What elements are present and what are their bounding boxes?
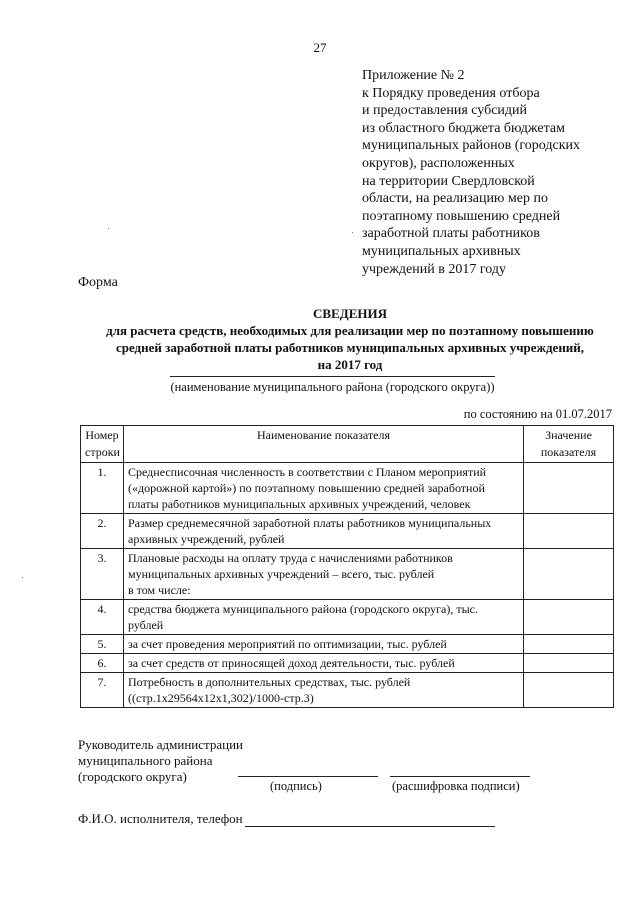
table-row bbox=[81, 673, 614, 708]
row-text: Потребность в дополнительных средствах, тыс. рублей bbox=[128, 675, 411, 689]
row-value bbox=[524, 549, 614, 600]
signature-decoding-line bbox=[390, 776, 530, 777]
row-text: в том числе: bbox=[128, 583, 191, 597]
row-value bbox=[524, 654, 614, 673]
row-text: за счет проведения мероприятий по оптимизации, тыс. рублей bbox=[128, 637, 447, 651]
row-text: Среднесписочная численность в соответствии с Планом мероприятий bbox=[128, 465, 487, 479]
row-indicator-name bbox=[124, 514, 524, 549]
scan-speck bbox=[352, 232, 353, 233]
form-label: Форма bbox=[78, 275, 118, 290]
row-value bbox=[524, 600, 614, 635]
appendix-line: к Порядку проведения отбора bbox=[362, 85, 540, 101]
header-row-number bbox=[81, 426, 124, 463]
header-text: Номер bbox=[85, 428, 119, 442]
row-number: 2. bbox=[81, 514, 124, 549]
table-row bbox=[81, 654, 614, 673]
table-row bbox=[81, 635, 614, 654]
row-text: Размер среднемесячной заработной платы работников муниципальных bbox=[128, 516, 492, 530]
table-row bbox=[81, 514, 614, 549]
district-name-line bbox=[170, 376, 495, 377]
appendix-line: округов), расположенных bbox=[362, 155, 515, 171]
row-indicator-name bbox=[124, 549, 524, 600]
row-text: («дорожной картой») по поэтапному повышению средней заработной bbox=[128, 481, 485, 495]
row-value bbox=[524, 673, 614, 708]
row-value bbox=[524, 635, 614, 654]
header-text: строки bbox=[85, 445, 120, 459]
appendix-line: из областного бюджета бюджетам bbox=[362, 120, 565, 136]
scan-speck bbox=[108, 228, 109, 229]
page-number: 27 bbox=[313, 40, 327, 55]
header-indicator-name: Наименование показателя bbox=[124, 426, 524, 463]
signature-title-line: муниципального района bbox=[78, 753, 213, 768]
appendix-block bbox=[362, 67, 627, 278]
appendix-line: и предоставления субсидий bbox=[362, 103, 528, 119]
row-number: 3. bbox=[81, 549, 124, 600]
header-text: показателя bbox=[540, 445, 597, 459]
row-indicator-name bbox=[124, 654, 524, 673]
table-header-row bbox=[81, 426, 614, 463]
appendix-line: поэтапному повышению средней bbox=[362, 208, 561, 224]
row-text: платы работников муниципальных архивных учреждений, человек bbox=[128, 497, 471, 511]
row-indicator-name bbox=[124, 600, 524, 635]
row-text: муниципальных архивных учреждений – всего, тыс. рублей bbox=[128, 567, 435, 581]
appendix-line: муниципальных архивных bbox=[362, 243, 521, 259]
row-number: 4. bbox=[81, 600, 124, 635]
appendix-line: муниципальных районов (городских bbox=[362, 138, 581, 154]
row-number: 7. bbox=[81, 673, 124, 708]
header-text: Значение bbox=[545, 428, 592, 442]
heading-line: средней заработной платы работников муниципальных архивных учреждений, bbox=[115, 340, 585, 355]
header-indicator-value bbox=[524, 426, 614, 463]
row-number: 5. bbox=[81, 635, 124, 654]
heading-title: СВЕДЕНИЯ bbox=[313, 306, 387, 321]
row-number: 1. bbox=[81, 463, 124, 514]
appendix-line: области, на реализацию мер по bbox=[362, 191, 548, 207]
executor-line bbox=[245, 826, 495, 827]
document-heading bbox=[60, 305, 640, 373]
as-of-date: по состоянию на 01.07.2017 bbox=[463, 407, 612, 421]
row-text: средства бюджета муниципального района (городского округа), тыс. bbox=[128, 602, 478, 616]
appendix-line: Приложение № 2 bbox=[362, 68, 465, 83]
row-text: ((стр.1х29564х12х1,302)/1000-стр.3) bbox=[128, 691, 314, 705]
scan-speck bbox=[22, 577, 23, 578]
appendix-line: на территории Свердловской bbox=[362, 173, 535, 189]
signature-line bbox=[238, 776, 378, 777]
signature-title-line: Руководитель администрации bbox=[78, 737, 243, 752]
signature-decoding-caption: (расшифровка подписи) bbox=[392, 779, 520, 793]
row-text: архивных учреждений, рублей bbox=[128, 532, 285, 546]
appendix-line: заработной платы работников bbox=[362, 226, 540, 242]
row-indicator-name bbox=[124, 463, 524, 514]
heading-line: на 2017 год bbox=[317, 357, 383, 372]
executor-label: Ф.И.О. исполнителя, телефон bbox=[78, 811, 243, 826]
row-indicator-name bbox=[124, 635, 524, 654]
appendix-line: учреждений в 2017 году bbox=[362, 261, 506, 277]
row-text: Плановые расходы на оплату труда с начислениями работников bbox=[128, 551, 453, 565]
row-text: за счет средств от приносящей доход деятельности, тыс. рублей bbox=[128, 656, 455, 670]
row-value bbox=[524, 463, 614, 514]
row-indicator-name bbox=[124, 673, 524, 708]
row-value bbox=[524, 514, 614, 549]
district-caption: (наименование муниципального района (городского округа)) bbox=[170, 380, 495, 394]
table-row bbox=[81, 549, 614, 600]
table-row bbox=[81, 463, 614, 514]
indicators-table bbox=[80, 425, 614, 708]
row-text: рублей bbox=[128, 618, 164, 632]
signature-caption: (подпись) bbox=[270, 779, 322, 793]
heading-line: для расчета средств, необходимых для реализации мер по поэтапному повышению bbox=[106, 323, 594, 338]
row-number: 6. bbox=[81, 654, 124, 673]
signature-title-line: (городского округа) bbox=[78, 769, 187, 784]
table-row bbox=[81, 600, 614, 635]
signature-block bbox=[78, 737, 243, 785]
